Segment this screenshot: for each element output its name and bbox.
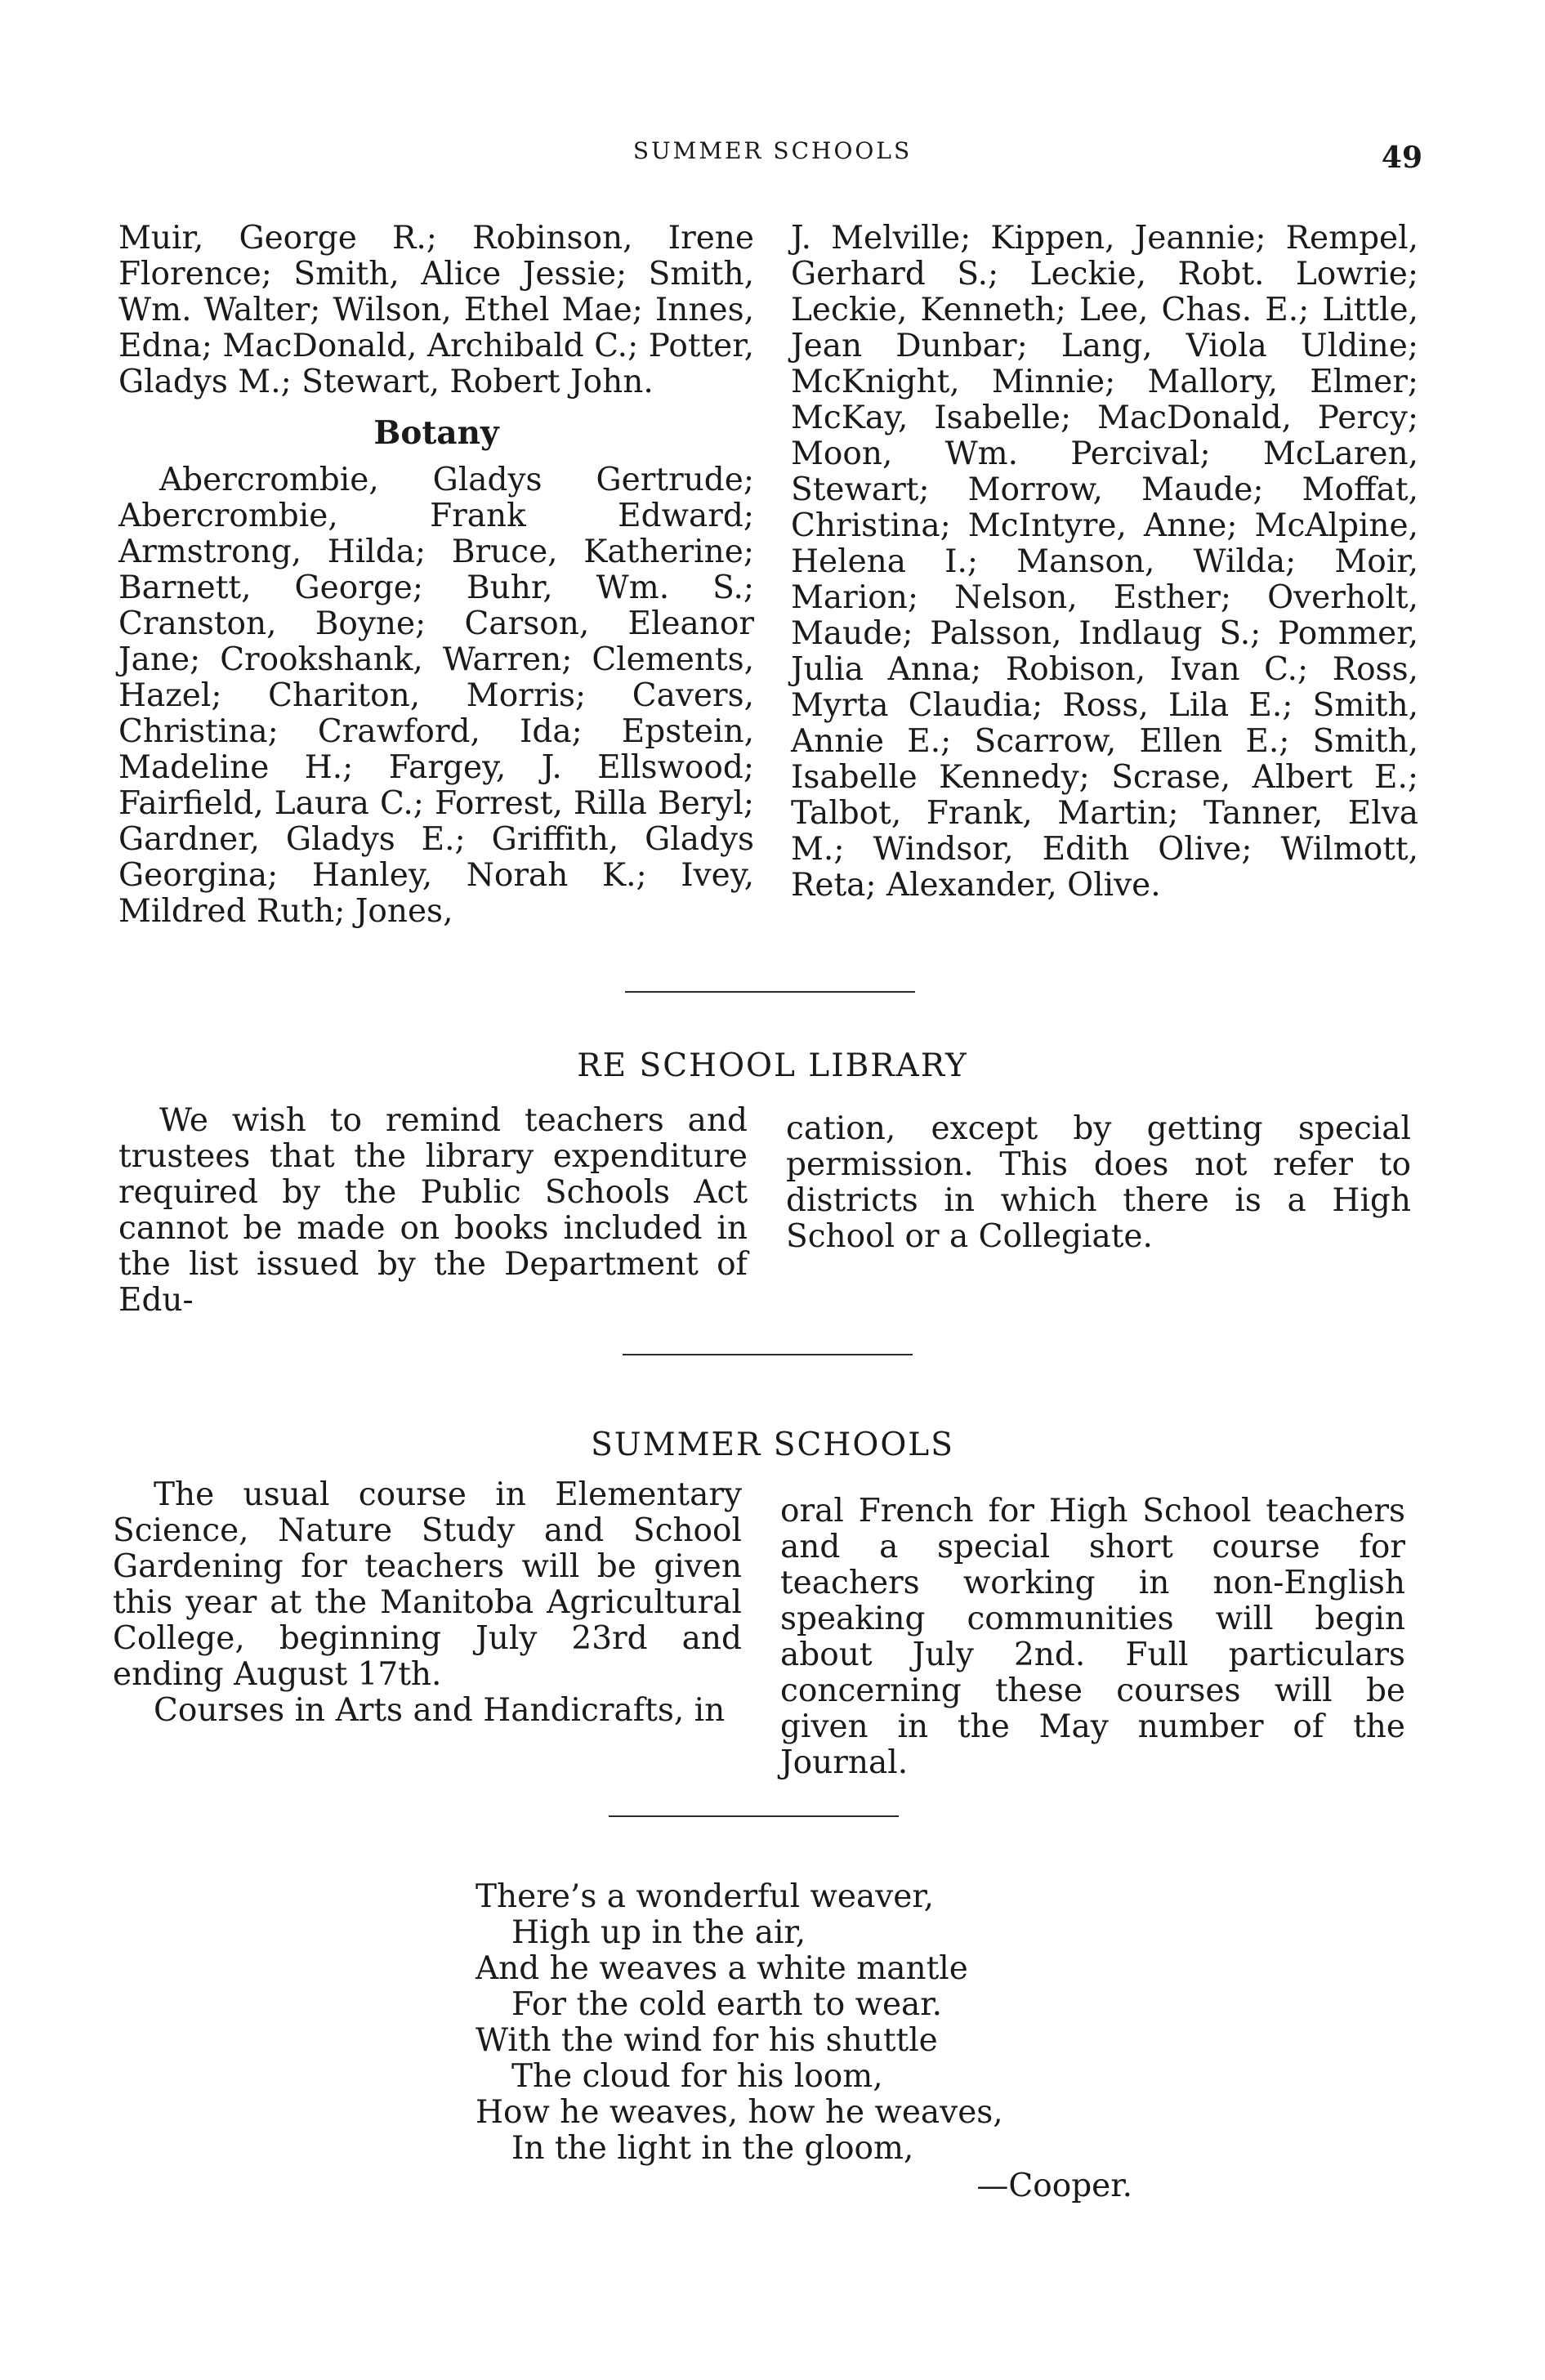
names-right-column	[791, 221, 1418, 904]
divider-rule-2	[623, 1354, 913, 1355]
divider-rule-1	[625, 991, 915, 993]
library-section-title: RE SCHOOL LIBRARY	[577, 1047, 968, 1084]
poem-line: High up in the air,	[511, 1914, 806, 1951]
poem-line: The cloud for his loom,	[511, 2058, 883, 2095]
poem-line: With the wind for his shuttle	[476, 2022, 938, 2059]
names-right-paragraph: J. Melville; Kippen, Jeannie; Rempel, Gerhard S.; Leckie, Robt. Lowrie; Leckie, Kenneth; Lee, Chas. E.; Little, Jean Dunbar; Lang, Viola Uldine; McKnight, Minnie; Mallory, Elmer; McKay, Isabelle; MacDonald, Percy; Moon, Wm. Percival; McLaren, Stewart; Morrow, Maude; Moffat, Christina; McIntyre, Anne; McAlpine, Helena I.; Manson, Wilda; Moir, Marion; Nelson, Esther; Overholt, Maude; Palsson, Indlaug S.; Pommer, Julia Anna; Robison, Ivan C.; Ross, Myrta Claudia; Ross, Lila E.; Smith, Annie E.; Scarrow, Ellen E.; Smith, Isabelle Kennedy; Scrase, Albert E.; Talbot, Frank, Martin; Tanner, Elva M.; Windsor, Edith Olive; Wilmott, Reta; Alexander, Olive.	[791, 220, 1418, 904]
library-right-column	[786, 1111, 1411, 1255]
divider-rule-3	[609, 1815, 899, 1817]
poem-line: In the light in the gloom,	[511, 2130, 914, 2167]
poem-attribution: —Cooper.	[976, 2168, 1132, 2204]
library-right-paragraph: cation, except by getting special permission. This does not refer to districts in which there is a High School or a Collegiate.	[786, 1110, 1411, 1255]
summer-left-paragraph-1: The usual course in Elementary Science, Nature Study and School Gardening for teachers will be given this year at the Manitoba Agricultural College, beginning July 23rd and ending August 17th.	[113, 1476, 742, 1693]
summer-left-column	[113, 1477, 742, 1729]
summer-section-title: SUMMER SCHOOLS	[591, 1427, 954, 1463]
library-left-column	[118, 1103, 748, 1319]
summer-right-column	[780, 1494, 1405, 1781]
summer-right-paragraph: oral French for High School teachers and a special short course for teachers working in non-English speaking communities will begin about July 2nd. Full particulars concerning these courses will be given in the May number of the Journal.	[780, 1493, 1405, 1781]
poem	[476, 1879, 1145, 2204]
poem-line: There’s a wonderful weaver,	[476, 1878, 935, 1915]
library-left-paragraph: We wish to remind teachers and trustees that the library expenditure required by the Public Schools Act cannot be made on books included in the list issued by the Department of Edu-	[118, 1102, 748, 1319]
poem-line: How he weaves, how he weaves,	[476, 2094, 1003, 2131]
running-title: SUMMER SCHOOLS	[632, 137, 913, 164]
poem-line: For the cold earth to wear.	[511, 1986, 943, 2023]
botany-subheading: Botany	[373, 414, 499, 452]
botany-names-paragraph: Abercrombie, Gladys Gertrude; Abercrombie, Frank Edward; Armstrong, Hilda; Bruce, Katherine; Barnett, George; Buhr, Wm. S.; Cranston, Boyne; Carson, Eleanor Jane; Crookshank, Warren; Clements, Hazel; Chariton, Morris; Cavers, Christina; Crawford, Ida; Epstein, Madeline H.; Fargey, J. Ellswood; Fairfield, Laura C.; Forrest, Rilla Beryl; Gardner, Gladys E.; Griffith, Gladys Georgina; Hanley, Norah K.; Ivey, Mildred Ruth; Jones,	[118, 462, 754, 930]
names-continued-paragraph: Muir, George R.; Robinson, Irene Florence; Smith, Alice Jessie; Smith, Wm. Walter; Wilson, Ethel Mae; Innes, Edna; MacDonald, Archibald C.; Potter, Gladys M.; Stewart, Robert John.	[118, 220, 754, 400]
summer-left-paragraph-2: Courses in Arts and Handicrafts, in	[154, 1692, 726, 1729]
names-left-column	[118, 221, 754, 930]
page-number: 49	[1381, 141, 1422, 175]
poem-line: And he weaves a white mantle	[476, 1950, 968, 1987]
